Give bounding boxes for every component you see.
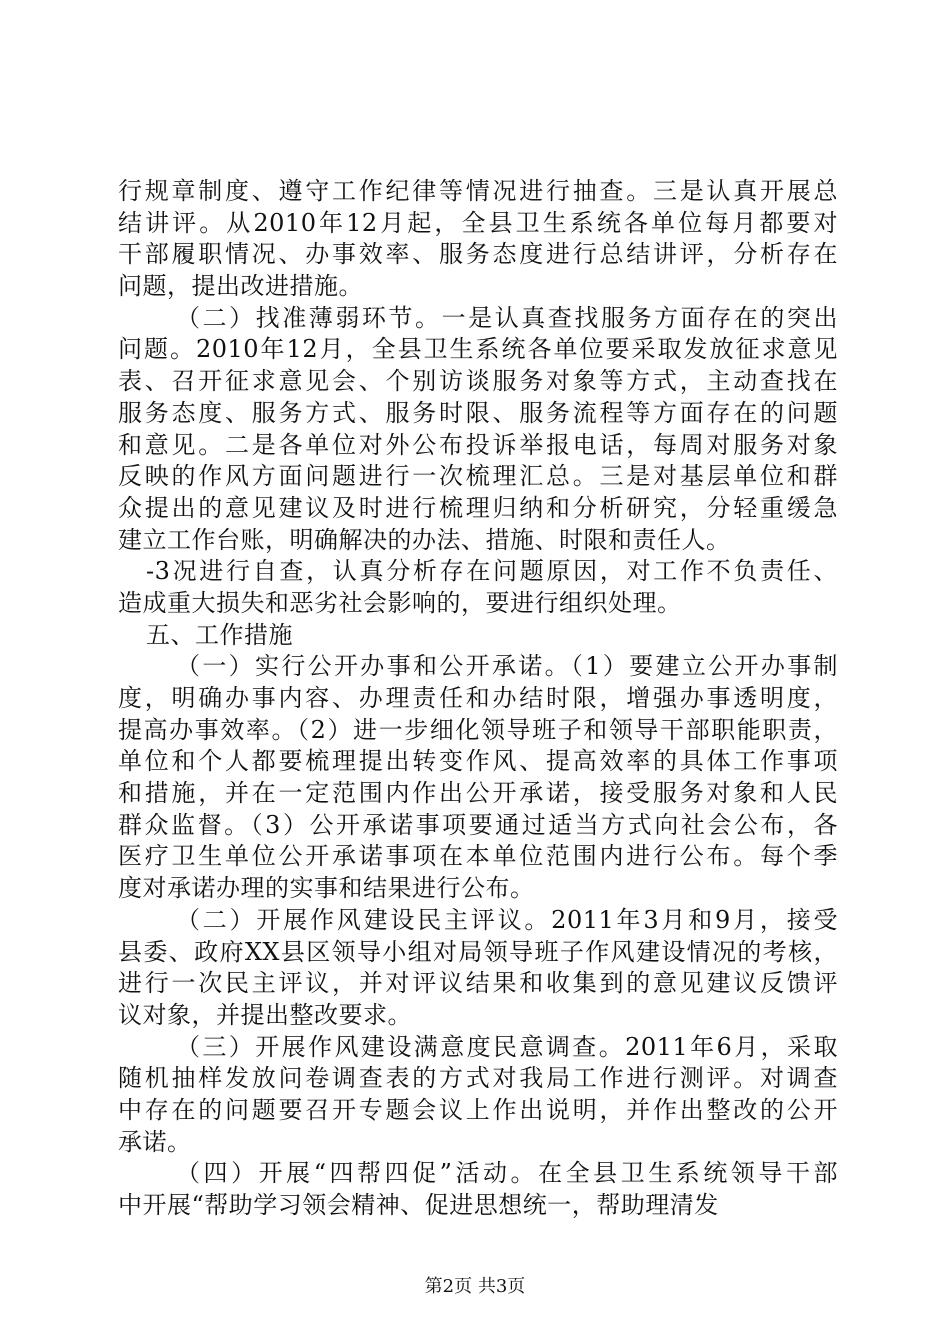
text-line: 众提出的意见建议及时进行梳理归纳和分析研究，分轻重缓急: [118, 493, 838, 522]
paragraph-start-line: （二）开展作风建设民主评议。2011年3月和9月，接受: [176, 905, 838, 934]
text-line: 表、召开征求意见会、个别访谈服务对象等方式，主动查找在: [118, 367, 838, 396]
text-line: 结讲评。从2010年12月起，全县卫生系统各单位每月都要对: [118, 208, 838, 237]
text-line: 行规章制度、遵守工作纪律等情况进行抽查。三是认真开展总: [118, 177, 838, 205]
text-line: 和措施，并在一定范围内作出公开承诺，接受服务对象和人民: [118, 779, 838, 808]
paragraph-start-line: （二）找准薄弱环节。一是认真查找服务方面存在的突出: [176, 303, 838, 332]
text-line: 随机抽样发放问卷调查表的方式对我局工作进行测评。对调查: [118, 1064, 838, 1093]
text-line: 干部履职情况、办事效率、服务态度进行总结讲评，分析存在: [118, 240, 838, 269]
text-line: 中存在的问题要召开专题会议上作出说明，并作出整改的公开: [118, 1095, 838, 1124]
text-line: 提高办事效率。（2）进一步细化领导班子和领导干部职能职责，: [118, 715, 838, 744]
text-line: 单位和个人都要梳理提出转变作风、提高效率的具体工作事项: [118, 747, 838, 776]
paragraph-start-line: （三）开展作风建设满意度民意调查。2011年6月，采取: [176, 1032, 838, 1061]
section-heading: 五、工作措施: [146, 620, 293, 649]
text-line: 建立工作台账，明确解决的办法、措施、时限和责任人。: [118, 525, 731, 554]
text-line: 反映的作风方面问题进行一次梳理汇总。三是对基层单位和群: [118, 462, 838, 491]
text-line: 度，明确办事内容、办理责任和办结时限，增强办事透明度，: [118, 684, 838, 712]
text-line: 问题，提出改进措施。: [118, 272, 363, 301]
paragraph-start-line: （四）开展“四帮四促”活动。在全县卫生系统领导干部: [176, 1159, 838, 1188]
text-line: 问题。2010年12月，全县卫生系统各单位要采取发放征求意见: [118, 335, 838, 364]
text-line: 承诺。: [118, 1127, 192, 1156]
text-line: 中开展“帮助学习领会精神、促进思想统一，帮助理清发: [118, 1191, 719, 1219]
text-line: 服务态度、服务方式、服务时限、服务流程等方面存在的问题: [118, 398, 838, 427]
document-body: [118, 176, 838, 1222]
text-line: 进行一次民主评议，并对评议结果和收集到的意见建议反馈评: [118, 969, 838, 998]
paragraph-start-line: （一）实行公开办事和公开承诺。（1）要建立公开办事制: [176, 652, 838, 681]
text-line: 群众监督。（3）公开承诺事项要通过适当方式向社会公布，各: [118, 810, 838, 839]
text-line: 和意见。二是各单位对外公布投诉举报电话，每周对服务对象: [118, 430, 838, 459]
text-line: 造成重大损失和恶劣社会影响的，要进行组织处理。: [118, 588, 682, 617]
text-line: 议对象，并提出整改要求。: [118, 1000, 412, 1029]
text-line: 度对承诺办理的实事和结果进行公布。: [118, 874, 535, 903]
text-line: 医疗卫生单位公开承诺事项在本单位范围内进行公布。每个季: [118, 842, 838, 871]
paragraph-start-line: -3况进行自查，认真分析存在问题原因，对工作不负责任、: [146, 557, 838, 586]
text-line: 县委、政府XX县区领导小组对局领导班子作风建设情况的考核，: [118, 937, 838, 966]
page-number-footer: 第2页 共3页: [424, 1276, 526, 1297]
